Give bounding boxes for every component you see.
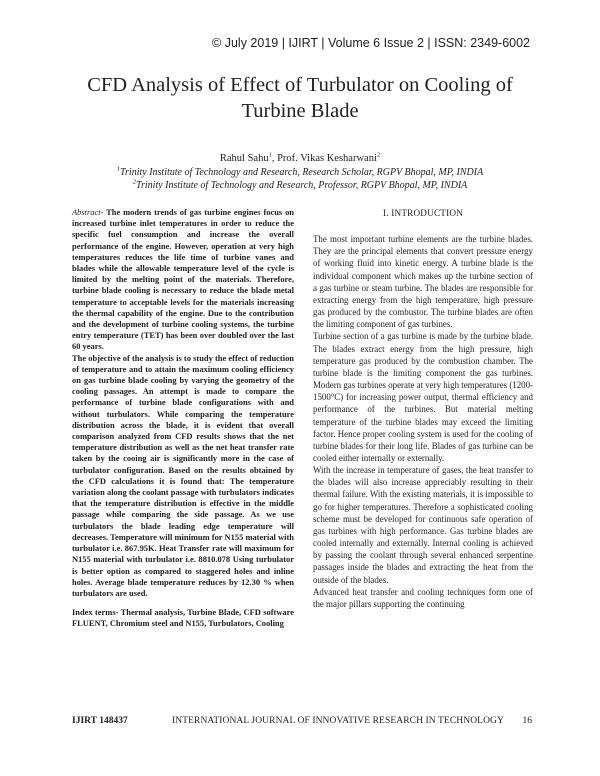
affiliation-1 <box>60 167 540 178</box>
title-line-2: Turbine Blade <box>241 100 359 122</box>
author-1: Rahul Sahu <box>219 153 269 164</box>
paper-title <box>60 72 540 124</box>
title-line-1: CFD Analysis of Effect of Turbulator on Cooling of <box>87 74 513 96</box>
paper-id: IJIRT 148437 <box>72 716 128 726</box>
author-1-affil-mark: 1 <box>268 151 272 159</box>
abstract-text-1: The modern trends of gas turbine engines focus on increased turbine inlet temperatures in order to reduce the specific fuel consumption and increase the overall performance of the engine. However, operation at very high temperatures reduces the life time of turbine vanes and blades while the allowable temperature level of the cycle is limited by the melting point of the materials. Therefore, turbine blade cooling is necessary to reduce the blade metal temperature to acceptable levels for the materials increasing the thermal capability of the engine. Due to the contribution and the development of turbine cooling systems, the turbine entry temperature (TET) has been over doubled over the last 60 years. <box>72 207 294 352</box>
introduction-column <box>313 207 533 610</box>
running-header: © July 2019 | IJIRT | Volume 6 Issue 2 | ISSN: 2349-6002 <box>212 36 530 50</box>
author-2: Vikas Kesharwani <box>300 153 377 164</box>
abstract-paragraph-1 <box>72 207 294 353</box>
intro-paragraph-4: Advanced heat transfer and cooling techniques form one of the major pillars supporting the continuing <box>313 586 533 609</box>
affiliation-1-text: Trinity Institute of Technology and Research, Research Scholar, RGPV Bhopal, MP, INDIA <box>120 167 484 178</box>
journal-name: INTERNATIONAL JOURNAL OF INNOVATIVE RESEARCH IN TECHNOLOGY <box>172 716 504 726</box>
abstract-column <box>72 207 294 630</box>
intro-paragraph-2: Turbine section of a gas turbine is made by the turbine blade. The blades extract energy from the high pressure, high temperature gas produced by the combustion chamber. The turbine blade is the limiting component the gas turbines. Modern gas turbines operate at very high temperatures (1200-1500°C) for increasing power output, thermal efficiency and performance of the turbines. But material melting temperature of the turbine blades may exceed the limiting factor. Hence proper cooling system is used for the cooling of turbine blades for their long life. Blades of gas turbine can be cooled either internally or externally. <box>313 331 533 463</box>
index-terms: Index terms- Thermal analysis, Turbine Blade, CFD software FLUENT, Chromium steel and N155, Turbulators, Cooling <box>72 607 294 629</box>
author-separator: , Prof. <box>271 153 301 164</box>
abstract-paragraph-2: The objective of the analysis is to study the effect of reduction of temperature and to attain the maximum cooling efficiency on gas turbine blade cooling by varying the geometry of the cooling passages. An attempt is made to compare the performance of turbine blade configurations with and without turbulators. While comparing the temperature distribution across the blade, it is evident that overall comparison analyzed from CFD results shows that the net temperature distribution as well as the net heat transfer rate taken by the cooing air is significantly more in the case of turbulator configuration. Based on the results obtained by the CFD calculations it is found that: The temperature variation along the coolant passage with turbulators indicates that the temperature distribution is effective in the middle passage while comparing the side passage. As we use turbulators the blade leading edge temperature will decreases. Temperature will minimum for N155 material with turbulator i.e. 867.95K. Heat Transfer rate will maximum for N155 material with turbulator i.e. 8810.078 Using turbulator is better option as compared to staggered holes and inline holes. Average blade temperature reduces by 12.30 % when turbulators are used. <box>72 352 294 598</box>
abstract-label: Abstract- <box>72 207 104 217</box>
author-2-affil-mark: 2 <box>376 151 381 159</box>
affiliation-1-mark: 1 <box>116 165 121 173</box>
affiliation-2-text: Trinity Institute of Technology and Research, Professor, RGPV Bhopal, MP, INDIA <box>135 180 468 191</box>
intro-paragraph-3: With the increase in temperature of gases, the heat transfer to the blades will also increase appreciably resulting in their thermal failure. With the existing materials, it is impossible to go for higher temperatures. Therefore a sophisticated cooling scheme must be developed for continuous safe operation of gas turbines with high performance. Gas turbine blades are cooled internally and externally. Internal cooling is achieved by passing the coolant through several enhanced serpentine passages inside the blades and extracting the heat from the outside of the blades. <box>313 465 533 585</box>
intro-paragraph-1: The most important turbine elements are the turbine blades. They are the principal elements that convert pressure energy of working fluid into kinetic energy. A turbine blade is the individual component which makes up the turbine section of a gas turbine or steam turbine. The blades are responsible for extracting energy from the high temperature, high pressure gas produced by the combustor. The turbine blades are often the limiting component of gas turbines. <box>313 234 533 330</box>
page-number: 16 <box>522 716 532 726</box>
affiliation-2-mark: 2 <box>132 178 136 186</box>
authors <box>60 153 540 164</box>
section-heading-introduction: I. INTRODUCTION <box>382 208 464 218</box>
affiliation-2 <box>60 180 540 191</box>
